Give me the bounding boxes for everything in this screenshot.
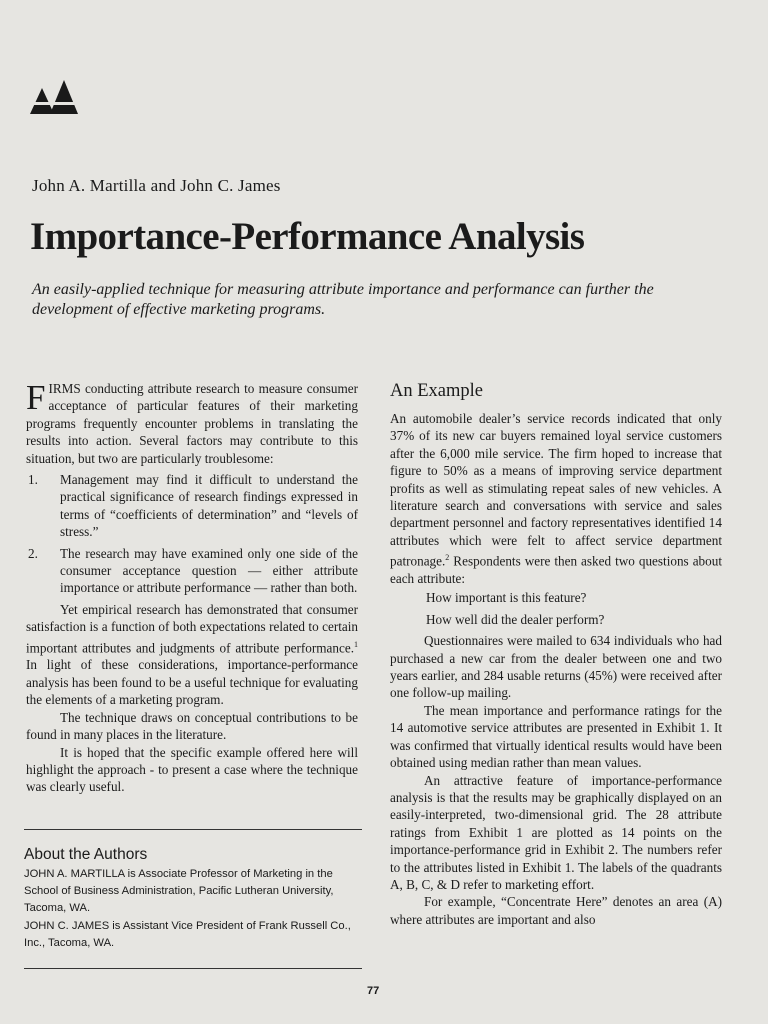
body-paragraph: For example, “Concentrate Here” denotes an area (A) where attributes are important and also [390, 894, 722, 927]
body-paragraph [390, 410, 722, 587]
list-item [26, 471, 358, 541]
list-text: The research may have examined only one side of the consumer acceptance question — either attribute importance or attribute performance — rather than both. [60, 545, 358, 596]
about-authors-heading: About the Authors [24, 846, 148, 863]
body-paragraph: Questionnaires were mailed to 634 individuals who had purchased a new car from the dealer between one and two years earlier, and 284 usable returns (45%) were received after one follow-up mailing. [390, 633, 722, 701]
list-number: 1. [28, 472, 38, 488]
body-paragraph [26, 601, 358, 709]
footnote-ref[interactable]: 1 [354, 639, 358, 649]
list-item [26, 545, 358, 597]
about-authors-body [24, 866, 364, 952]
article-authors: John A. Martilla and John C. James [32, 176, 281, 195]
divider [24, 968, 362, 969]
list-text: Management may find it difficult to understand the practical significance of research findings expressed in terms of “coefficients of determination” and “levels of stress.” [60, 472, 358, 540]
intro-text: IRMS conducting attribute research to measure consumer acceptance of particular features of their marketing programs frequently encounter problems in translating the results into action. Several factors may contribute to this situation, but two are particularly troublesome: [26, 381, 358, 466]
page-number: 77 [367, 985, 380, 997]
paragraph-text: In light of these considerations, importance-performance analysis has been found to be a useful technique for evaluating the elements of a marketing program. [26, 657, 358, 708]
ama-logo-icon [30, 80, 78, 114]
body-paragraph: An attractive feature of importance-performance analysis is that the results may be graphically displayed on an easily-interpreted, two-dimensional grid. The 28 attribute ratings from Exhibit 1 are plotted as 14 points on the importance-performance grid in Exhibit 2. The numbers refer to the attributes listed in Exhibit 1. The labels of the quadrants A, B, C, & D refer to marketing effort. [390, 772, 722, 892]
body-paragraph: It is hoped that the specific example offered here will highlight the approach - to present a case where the technique was clearly useful. [26, 744, 358, 795]
intro-paragraph [26, 380, 358, 467]
body-paragraph: The technique draws on conceptual contributions to be found in many places in the literature. [26, 709, 358, 743]
author-bio: JOHN A. MARTILLA is Associate Professor of Marketing in the School of Business Administration, Pacific Lutheran University, Tacoma, WA. [24, 868, 334, 915]
divider [24, 829, 362, 830]
article-title: Importance-Performance Analysis [30, 215, 585, 258]
survey-question: How important is this feature? [426, 590, 587, 606]
author-bio: JOHN C. JAMES is Assistant Vice President of Frank Russell Co., Inc., Tacoma, WA. [24, 919, 351, 949]
drop-cap: F [26, 378, 46, 417]
paragraph-text: Respondents were then asked two questions about each attribute: [390, 553, 722, 587]
paragraph-text: Yet empirical research has demonstrated that consumer satisfaction is a function of both expectations related to certain important attributes and judgments of attribute performance. [26, 601, 358, 656]
list-number: 2. [28, 545, 38, 561]
body-paragraph: The mean importance and performance ratings for the 14 automotive service attributes are presented in Exhibit 1. It was confirmed that virtually identical results would have been obtained using median rather than mean values. [390, 702, 722, 771]
paragraph-text: An automobile dealer’s service records indicated that only 37% of its new car buyers remained loyal service customers after the 6,000 mile service. The firm hoped to increase that figure to 50% as a means of improving service department profits as well as stimulating repeat sales of new vehicles. A literature search and conversations with service and sales department personnel and factory representatives identified 14 attributes which were felt to affect service department patronage. [390, 411, 722, 569]
problem-list [26, 471, 358, 597]
left-column [26, 380, 358, 796]
survey-question: How well did the dealer perform? [426, 611, 605, 627]
section-heading: An Example [390, 381, 483, 401]
footnote-ref[interactable]: 2 [445, 553, 450, 563]
article-subtitle: An easily-applied technique for measuring attribute importance and performance can further the development of effective marketing programs. [32, 281, 654, 318]
right-column [390, 380, 722, 928]
